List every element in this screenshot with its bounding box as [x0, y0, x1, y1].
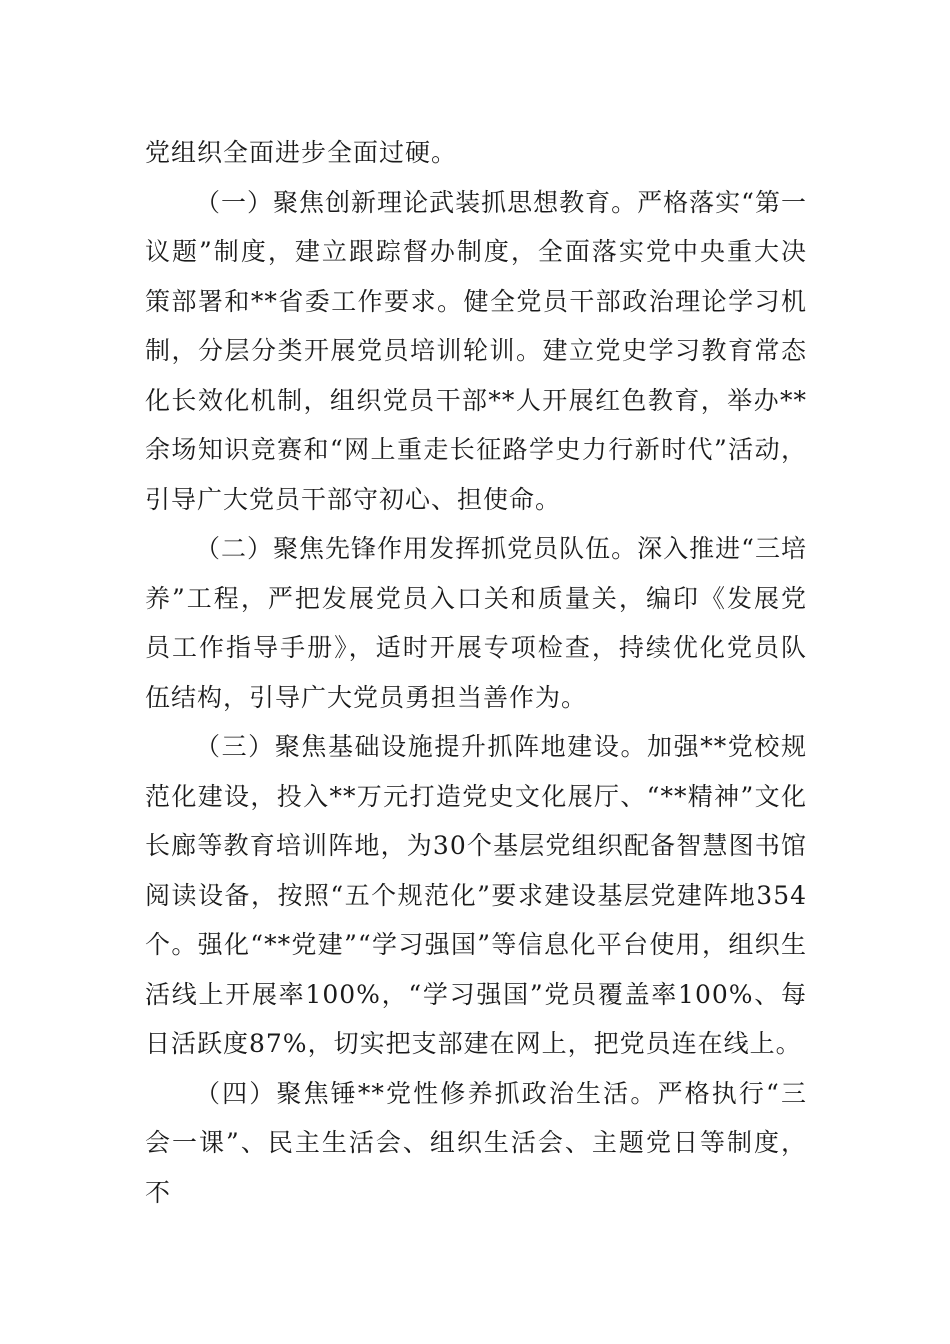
paragraph-section-3: （三）聚焦基础设施提升抓阵地建设。加强**党校规范化建设，投入**万元打造党史文化展厅、“**精神”文化长廊等教育培训阵地，为30个基层党组织配备智慧图书馆阅读设备，按照“五个规范化”要求建设基层党建阵地354个。强化“**党建”“学习强国”等信息化平台使用，组织生活线上开展率100%，“学习强国”党员覆盖率100%、每日活跃度87%，切实把支部建在网上，把党员连在线上。 — [145, 732, 807, 1058]
paragraph-section-2: （二）聚焦先锋作用发挥抓党员队伍。深入推进“三培养”工程，严把发展党员入口关和质量关，编印《发展党员工作指导手册》，适时开展专项检查，持续优化党员队伍结构，引导广大党员勇担当善作为。 — [145, 534, 807, 712]
paragraph-section-4: （四）聚焦锤**党性修养抓政治生活。严格执行“三会一课”、民主生活会、组织生活会、主题党日等制度，不 — [145, 1078, 807, 1207]
paragraph-continuation: 党组织全面进步全面过硬。 — [145, 138, 458, 167]
document-body — [145, 128, 807, 1217]
paragraph-section-1: （一）聚焦创新理论武装抓思想教育。严格落实“第一议题”制度，建立跟踪督办制度，全面落实党中央重大决策部署和**省委工作要求。健全党员干部政治理论学习机制，分层分类开展党员培训轮训。建立党史学习教育常态化长效化机制，组织党员干部**人开展红色教育，举办**余场知识竞赛和“网上重走长征路学史力行新时代”活动，引导广大党员干部守初心、担使命。 — [145, 187, 807, 514]
